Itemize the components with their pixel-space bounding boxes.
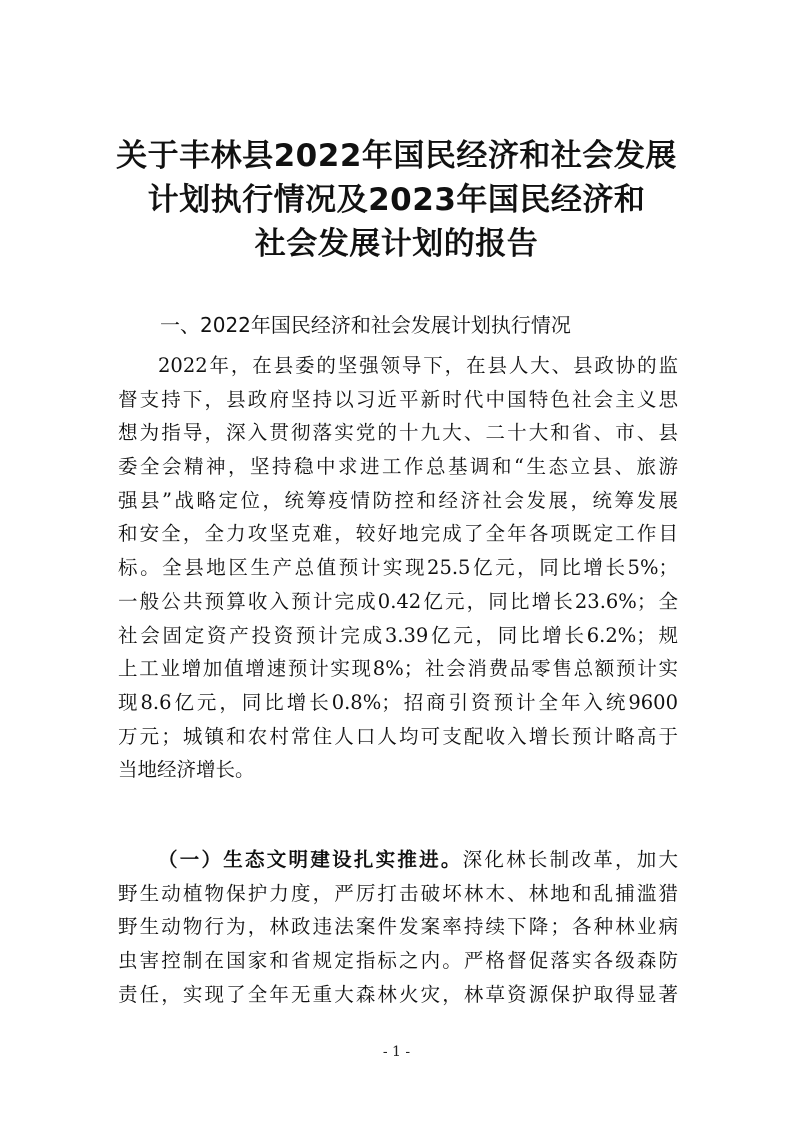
text-line: 一般公共预算收入预计完成0.42亿元，同比增长23.6%；全: [118, 589, 678, 613]
paragraph-lead: （一）生态文明建设扎实推进。: [158, 848, 463, 871]
paragraph-2: [118, 843, 678, 1011]
text-line: 督支持下，县政府坚持以习近平新时代中国特色社会主义思: [118, 387, 678, 411]
text-line: 野生动物行为，林政违法案件发案率持续下降；各种林业病: [118, 915, 678, 939]
text-line: 和安全，全力攻坚克难，较好地完成了全年各项既定工作目: [118, 522, 678, 546]
text-line: 委全会精神，坚持稳中求进工作总基调和“生态立县、旅游: [118, 455, 678, 479]
page-number: - 1 -: [382, 1044, 411, 1060]
paragraph-lead-rest: 深化林长制改革，加大: [462, 848, 678, 871]
title-line: 关于丰林县2022年国民经济和社会发展: [116, 138, 677, 174]
text-line: 上工业增加值增速预计实现8%；社会消费品零售总额预计实: [118, 657, 678, 681]
section-heading: 一、2022年国民经济和社会发展计划执行情况: [160, 313, 571, 337]
text-line: 野生动植物保护力度，严厉打击破坏林木、林地和乱捕滥猎: [118, 881, 678, 905]
text-line: 责任，实现了全年无重大森林火灾，林草资源保护取得显著: [118, 982, 678, 1006]
text-line: [118, 843, 678, 877]
text-line: 现8.6亿元，同比增长0.8%；招商引资预计全年入统9600: [118, 690, 678, 714]
title-line: 计划执行情况及2023年国民经济和: [147, 182, 646, 218]
text-line: 强县”战略定位，统筹疫情防控和经济社会发展，统筹发展: [118, 488, 678, 512]
paragraph-1: [118, 349, 678, 787]
title-line: 社会发展计划的报告: [254, 226, 539, 262]
text-line: 2022年，在县委的坚强领导下，在县人大、县政协的监: [158, 354, 678, 377]
document-title: [60, 134, 733, 266]
text-line: 社会固定资产投资预计完成3.39亿元，同比增长6.2%；规: [118, 623, 678, 647]
text-line: 当地经济增长。: [118, 758, 255, 782]
text-line: 万元；城镇和农村常住人口人均可支配收入增长预计略高于: [118, 724, 678, 748]
text-line: 虫害控制在国家和省规定指标之内。严格督促落实各级森防: [118, 949, 678, 973]
text-line: 想为指导，深入贯彻落实党的十九大、二十大和省、市、县: [118, 421, 678, 445]
text-line: 标。全县地区生产总值预计实现25.5亿元，同比增长5%；: [118, 556, 678, 580]
